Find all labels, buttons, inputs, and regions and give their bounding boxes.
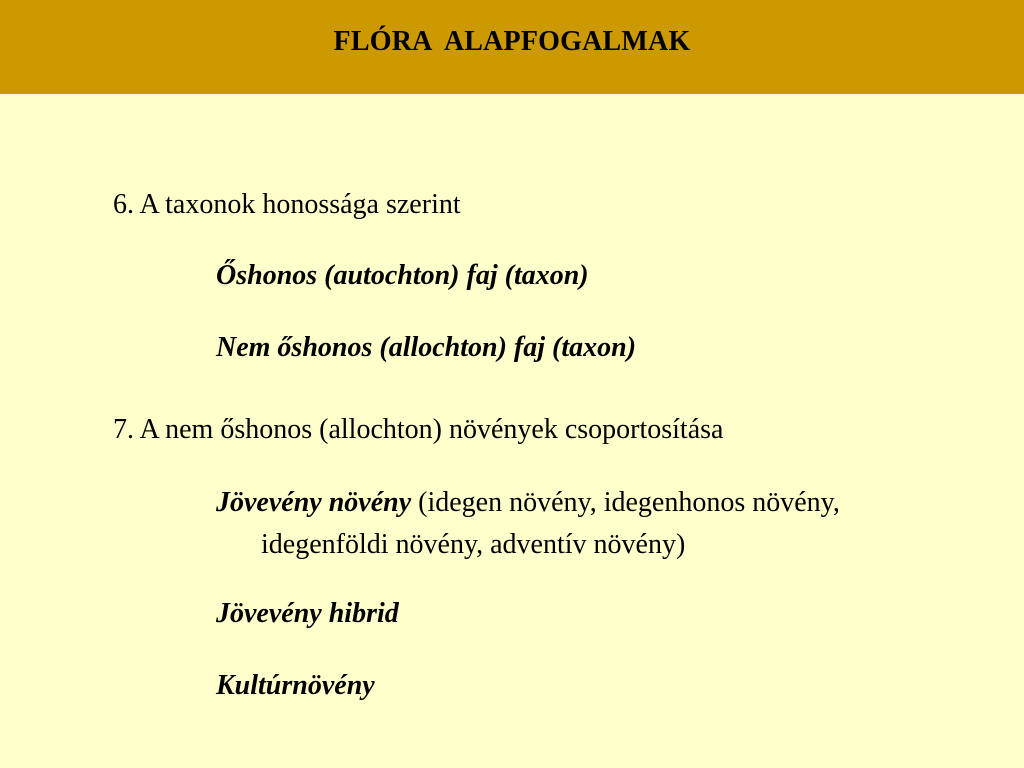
cultivated-plant-term: Kultúrnövény — [216, 670, 375, 701]
alien-plant-synonyms-line2: idegenföldi növény, adventív növény) — [261, 529, 686, 560]
non-native-taxon-term: Nem őshonos (allochton) faj (taxon) — [216, 332, 637, 363]
section-7-heading: 7. A nem őshonos (allochton) növények csoportosítása — [113, 414, 724, 445]
alien-plant-entry — [216, 486, 840, 520]
slide-title: FLÓRA ALAPFOGALMAK — [333, 26, 691, 57]
alien-plant-synonyms-line1: (idegen növény, idegenhonos növény, — [411, 487, 840, 518]
native-taxon-term: Őshonos (autochton) faj (taxon) — [216, 260, 589, 291]
alien-plant-term: Jövevény növény — [216, 487, 412, 518]
section-6-heading: 6. A taxonok honossága szerint — [113, 189, 461, 220]
alien-hybrid-term: Jövevény hibrid — [216, 598, 399, 629]
